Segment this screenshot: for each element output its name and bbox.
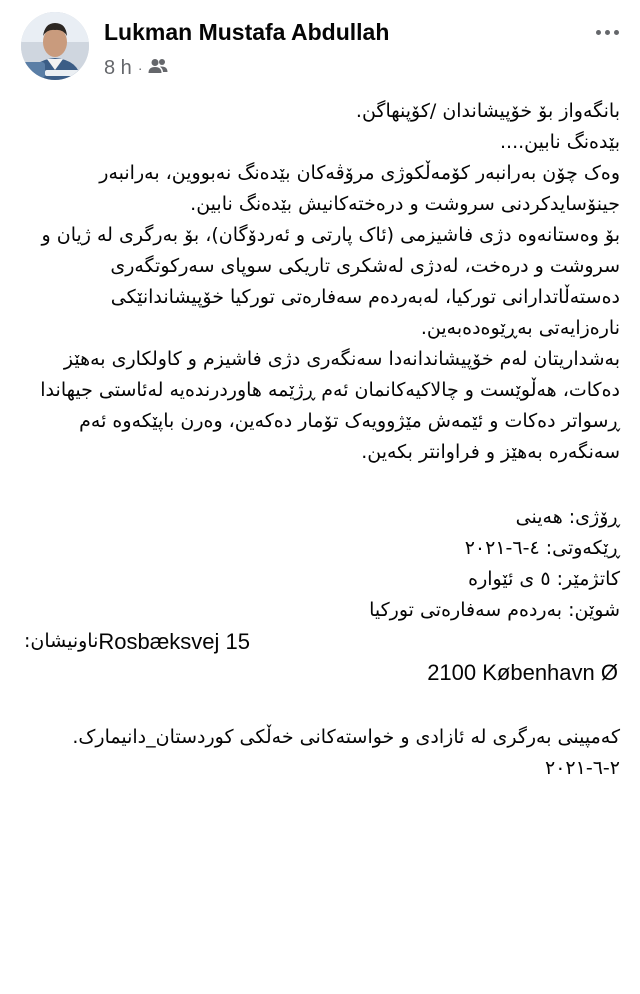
author-name[interactable]: Lukman Mustafa Abdullah bbox=[104, 19, 390, 45]
more-options-icon[interactable] bbox=[590, 20, 624, 44]
avatar[interactable] bbox=[21, 12, 89, 80]
post-paragraph: بۆ وەستانەوە دژی فاشیزمی (ئاک پارتی و ئەردۆگان)، بۆ بەرگری لە ژیان و سروشت و درەخت، لەدژی لەشکری تاریکی سوپای سەرکوتگەری دەستەڵاتدارانی تورکیا، لەبەردەم سەفارەتی تورکیا خۆپیشاندانێکی نارەزایەتی بەڕێوەدەبەین. bbox=[41, 224, 620, 339]
post-paragraph: بانگەواز بۆ خۆپیشاندان /کۆپنهاگن. bbox=[355, 100, 620, 122]
event-day: ڕۆژی: هەینی bbox=[515, 506, 620, 528]
event-place: شوێن: بەردەم سەفارەتی تورکیا bbox=[369, 599, 620, 621]
post-body bbox=[24, 96, 620, 784]
friends-icon[interactable] bbox=[148, 57, 168, 80]
meta-separator: · bbox=[137, 60, 143, 76]
post-meta bbox=[104, 56, 168, 80]
post-paragraph: بەشداریتان لەم خۆپیشاندانەدا سەنگەری دژی فاشیزم و کاولکاری بەهێز دەکات، هەڵوێست و چالاکیەکانمان ئەم ڕژێمە هاوردرندەیە لەئاستی جیهاندا ڕسواتر دەکات و ئێمەش مێژوویەک تۆمار دەکەین، وەرن باپێکەوە ئەم سەنگەرە بەهێز و فراوانتر بکەین. bbox=[40, 348, 620, 463]
address-line-1: Rosbæksvej 15 bbox=[98, 629, 251, 654]
profile-photo bbox=[21, 12, 89, 80]
address-line-2: 2100 København Ø bbox=[427, 660, 618, 685]
event-date: ڕێکەوتی: ٤-٦-٢٠٢١ bbox=[464, 537, 620, 559]
post-paragraph: وەک چۆن بەرانبەر کۆمەڵکوژی مرۆڤەکان بێدەنگ نەبووین، بەرانبەر جینۆسایدکردنی سروشت و درەختەکانیش بێدەنگ نابین. bbox=[99, 162, 620, 215]
signature-text: کەمپینی بەرگری لە ئازادی و خواستەکانی خەڵکی کوردستان_دانیمارک. bbox=[72, 726, 620, 748]
signature-date: ٢-٦-٢٠٢١ bbox=[545, 757, 620, 779]
spacer bbox=[24, 468, 620, 502]
event-address bbox=[24, 626, 620, 657]
post-paragraph: بێدەنگ نابین.... bbox=[499, 131, 620, 153]
event-time: کاتژمێر: ٥ ی ئێوارە bbox=[468, 568, 620, 590]
post-time[interactable]: 8 h bbox=[104, 56, 132, 79]
spacer bbox=[24, 688, 620, 722]
address-label: ناونیشان: bbox=[24, 630, 99, 652]
post-header bbox=[0, 0, 640, 90]
